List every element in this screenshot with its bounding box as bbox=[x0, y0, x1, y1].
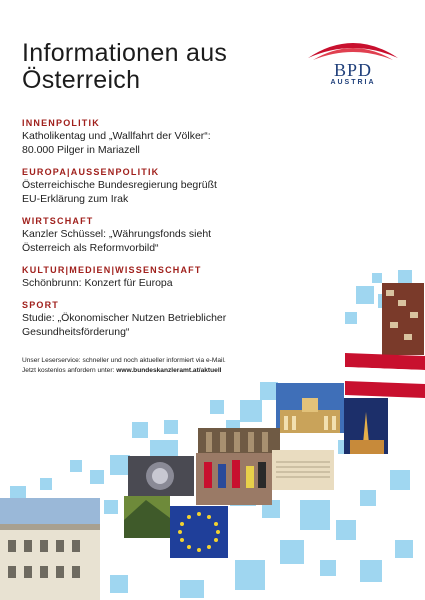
music-sheet-photo bbox=[272, 450, 334, 490]
marathon-runners-photo bbox=[196, 453, 272, 505]
glass-building-photo bbox=[128, 456, 194, 496]
section-line: Katholikentag und „Wallfahrt der Völker“: bbox=[22, 130, 211, 142]
section-heading: WIRTSCHAFT bbox=[22, 216, 94, 226]
section-heading: KULTUR|MEDIEN|WISSENSCHAFT bbox=[22, 265, 202, 275]
footer-prefix: Jetzt kostenlos anfordern unter: bbox=[22, 367, 117, 374]
section-line: Kanzler Schüssel: „Währungsfonds sieht bbox=[22, 228, 212, 240]
palace-photo bbox=[0, 498, 100, 600]
title-line-1: Informationen aus bbox=[22, 39, 228, 67]
section-line: Österreichische Bundesregierung begrüßt bbox=[22, 179, 217, 191]
modern-building-photo bbox=[382, 283, 424, 355]
logo-name: BPD bbox=[333, 60, 372, 80]
section-line: 80.000 Pilger in Mariazell bbox=[22, 144, 140, 156]
section-line: EU-Erklärung zum Irak bbox=[22, 193, 129, 205]
footer-line-1: Unser Leserservice: schneller und noch aktueller informiert via e-Mail. bbox=[22, 357, 226, 364]
section-line: Österreich als Reformvorbild“ bbox=[22, 242, 159, 254]
section-heading: INNENPOLITIK bbox=[22, 118, 100, 128]
landscape-photo bbox=[124, 496, 170, 538]
section-line: Studie: „Ökonomischer Nutzen Betrieblicher bbox=[22, 312, 227, 324]
opera-house-photo bbox=[198, 428, 280, 454]
footer-url-link[interactable]: www.bundeskanzleramt.at/aktuell bbox=[116, 367, 222, 374]
austrian-flag bbox=[345, 353, 425, 398]
section-line: Gesundheitsförderung“ bbox=[22, 326, 130, 338]
section-heading: EUROPA|AUSSENPOLITIK bbox=[22, 167, 160, 177]
night-cathedral-photo bbox=[344, 398, 388, 454]
logo-subtitle: AUSTRIA bbox=[330, 79, 376, 86]
eu-flag bbox=[170, 506, 228, 558]
section-line: Schönbrunn: Konzert für Europa bbox=[22, 277, 173, 289]
section-heading: SPORT bbox=[22, 300, 60, 310]
parliament-photo bbox=[276, 383, 344, 433]
title-line-2: Österreich bbox=[22, 66, 141, 94]
